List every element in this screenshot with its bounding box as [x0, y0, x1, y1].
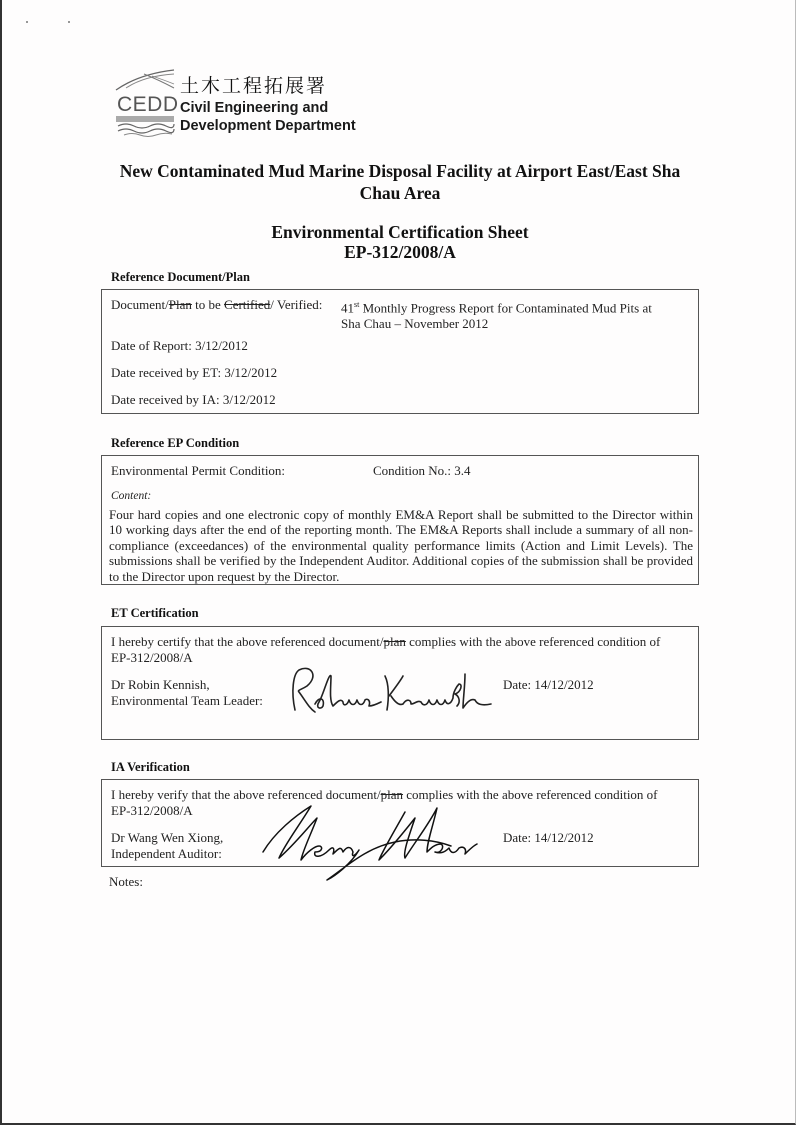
- statement-part: I hereby verify that the above referenced document/: [111, 787, 381, 802]
- ia-date: Date: 14/12/2012: [503, 830, 594, 845]
- date-of-report: Date of Report: 3/12/2012: [111, 338, 248, 353]
- document-label-part: Document/: [111, 297, 169, 312]
- logo-line-2: Development Department: [180, 118, 356, 134]
- doc-title-line-2: Sha Chau – November 2012: [341, 315, 489, 331]
- doc-title-line-1: Monthly Progress Report for Contaminated Mud Pits at: [359, 300, 652, 316]
- document-title: [341, 297, 652, 331]
- project-title-line-2: Chau Area: [359, 183, 441, 203]
- reference-document-box: [101, 289, 699, 414]
- document-label-part: to be: [191, 297, 225, 312]
- signatory-name: Dr Wang Wen Xiong,: [111, 830, 224, 845]
- signature-robin-kennish-icon: [285, 662, 495, 722]
- statement-part: I hereby certify that the above referenced document/: [111, 634, 384, 649]
- condition-number: Condition No.: 3.4: [373, 463, 471, 478]
- signatory-role: Environmental Team Leader:: [111, 692, 263, 708]
- signatory-name: Dr Robin Kennish,: [111, 677, 210, 692]
- signatory-role: Independent Auditor:: [111, 845, 222, 861]
- date-received-et: Date received by ET: 3/12/2012: [111, 365, 278, 380]
- struck-text-plan: Plan: [168, 297, 192, 312]
- sheet-title: [100, 222, 700, 262]
- statement-part: complies with the above referenced condition of: [405, 634, 661, 649]
- document-label-part: / Verified:: [270, 297, 323, 312]
- condition-content: Four hard copies and one electronic copy of monthly EM&A Report shall be submitted to the Director within 10 working days after the end of the reporting month. The EM&A Reports shall include a summary of all non-compliance (exceedances) of the environmental quality performance limits (Action and Limit Levels). The submissions shall be verified by the Independent Auditor. Additional copies of the submission shall be provided to the Director upon request by the Director.: [109, 507, 693, 584]
- statement-permit: EP-312/2008/A: [111, 649, 193, 665]
- reference-ep-box: [101, 455, 699, 585]
- logo-english-name: [180, 99, 356, 135]
- et-statement: [111, 634, 660, 665]
- statement-part: complies with the above referenced condition of: [403, 787, 658, 802]
- project-title: [100, 160, 700, 204]
- cedd-logo: [114, 66, 384, 138]
- content-label: Content:: [111, 490, 152, 502]
- statement-permit: EP-312/2008/A: [111, 802, 193, 818]
- doc-title-number: 41: [341, 300, 354, 316]
- section-label-reference-ep: Reference EP Condition: [111, 436, 240, 450]
- scan-speck: [26, 21, 28, 23]
- logo-abbreviation: CEDD: [117, 93, 179, 116]
- sheet-title-text: Environmental Certification Sheet: [271, 222, 529, 242]
- section-label-ia-verification: IA Verification: [111, 760, 190, 774]
- ia-signatory: [111, 830, 223, 861]
- struck-text-certified: Certified: [224, 297, 271, 312]
- section-label-et-certification: ET Certification: [111, 606, 199, 620]
- notes-label: Notes:: [109, 874, 143, 889]
- doc-title-ordinal: st: [354, 300, 360, 309]
- project-title-line-1: New Contaminated Mud Marine Disposal Facility at Airport East/East Sha: [119, 161, 681, 181]
- signature-wang-wen-xiong-icon: [255, 802, 495, 882]
- permit-number: EP-312/2008/A: [344, 242, 456, 262]
- et-signatory: [111, 677, 263, 708]
- struck-text-plan: plan: [383, 634, 406, 649]
- document-label: [111, 297, 322, 313]
- logo-chinese-name: 土木工程拓展署: [180, 75, 328, 97]
- section-label-reference-document: Reference Document/Plan: [111, 270, 250, 284]
- permit-condition-label: Environmental Permit Condition:: [111, 463, 286, 478]
- logo-line-1: Civil Engineering and: [180, 100, 329, 116]
- et-date: Date: 14/12/2012: [503, 677, 594, 692]
- date-received-ia: Date received by IA: 3/12/2012: [111, 392, 276, 407]
- scan-speck: [68, 21, 70, 23]
- struck-text-plan: plan: [380, 787, 404, 802]
